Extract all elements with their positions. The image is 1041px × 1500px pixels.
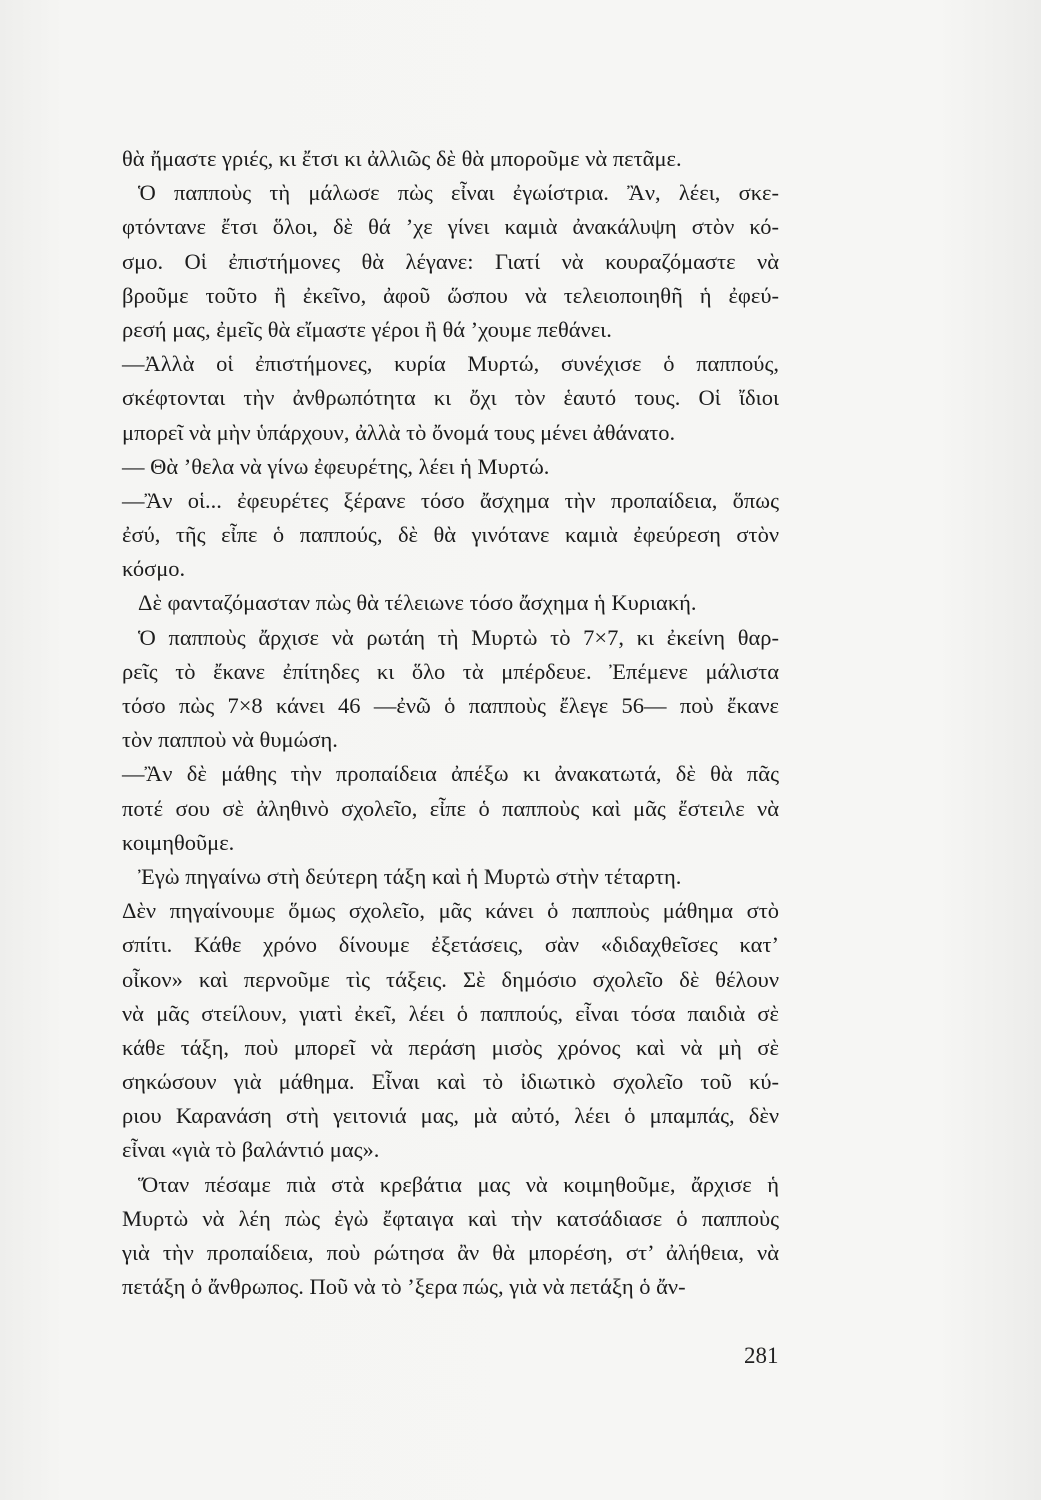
text-line: Μυρτὼ νὰ λέη πὼς ἐγὼ ἔφταιγα καὶ τὴν κατσάδιασε ὁ παπποὺς (122, 1205, 779, 1231)
page-number: 281 (744, 1343, 779, 1368)
text-line: γιὰ τὴν προπαίδεια, ποὺ ρώτησα ἂν θὰ μπορέση, στ’ ἀλήθεια, νὰ (122, 1240, 779, 1265)
text-line: οἶκον» καὶ περνοῦμε τὶς τάξεις. Σὲ δημόσιο σχολεῖο δὲ θέλουν (122, 966, 779, 992)
text-line: Δὲ φανταζόμασταν πὼς θὰ τέλειωνε τόσο ἄσχημα ἡ Κυριακή. (138, 590, 697, 616)
text-line: ρεσή μας, ἐμεῖς θὰ εἴμαστε γέροι ἢ θά ’χουμε πεθάνει. (122, 316, 612, 342)
text-line: φτόντανε ἔτσι ὅλοι, δὲ θά ’χε γίνει καμιὰ ἀνακάλυψη στὸν κό- (122, 214, 779, 240)
text-line: —Ἂν οἱ... ἐφευρέτες ξέρανε τόσο ἄσχημα τὴν προπαίδεια, ὅπως (122, 487, 779, 513)
text-line: ριου Καρανάση στὴ γειτονιά μας, μὰ αὐτό, λέει ὁ μπαμπάς, δὲν (122, 1103, 779, 1129)
text-line: θὰ ἤμαστε γριές, κι ἔτσι κι ἀλλιῶς δὲ θὰ μποροῦμε νὰ πετᾶμε. (122, 146, 682, 171)
text-line: κάθε τάξη, ποὺ μπορεῖ νὰ περάση μισὸς χρόνος καὶ νὰ μὴ σὲ (122, 1034, 779, 1060)
text-line: σπίτι. Κάθε χρόνο δίνουμε ἐξετάσεις, σὰν «διδαχθεῖσες κατ’ (122, 932, 779, 958)
text-line: ἐσύ, τῆς εἶπε ὁ παππούς, δὲ θὰ γινότανε καμιὰ ἐφεύρεση στὸν (122, 522, 779, 548)
text-line: Ὁ παπποὺς ἄρχισε νὰ ρωτάη τὴ Μυρτὼ τὸ 7×7, κι ἐκείνη θαρ- (138, 624, 779, 650)
text-line: μπορεῖ νὰ μὴν ὑπάρχουν, ἀλλὰ τὸ ὄνομά τους μένει ἀθάνατο. (122, 419, 676, 445)
text-line: — Θὰ ’θελα νὰ γίνω ἐφευρέτης, λέει ἡ Μυρτώ. (122, 453, 550, 479)
text-line: τόσο πὼς 7×8 κάνει 46 —ἐνῶ ὁ παπποὺς ἔλεγε 56— ποὺ ἔκανε (122, 693, 779, 718)
text-line: ρεῖς τὸ ἔκανε ἐπίτηδες κι ὅλο τὰ μπέρδευε. Ἐπέμενε μάλιστα (122, 658, 779, 684)
text-line: Ὁ παπποὺς τὴ μάλωσε πὼς εἶναι ἐγωίστρια. Ἂν, λέει, σκε- (138, 180, 779, 206)
text-line: Ὅταν πέσαμε πιὰ στὰ κρεβάτια μας νὰ κοιμηθοῦμε, ἄρχισε ἡ (138, 1171, 779, 1197)
text-line: —Ἀλλὰ οἱ ἐπιστήμονες, κυρία Μυρτώ, συνέχισε ὁ παππούς, (122, 351, 779, 377)
text-line: νὰ μᾶς στείλουν, γιατὶ ἐκεῖ, λέει ὁ παππούς, εἶναι τόσα παιδιὰ σὲ (122, 1000, 779, 1026)
text-line: κοιμηθοῦμε. (122, 829, 235, 855)
body-text (122, 142, 779, 1304)
text-line: εἶναι «γιὰ τὸ βαλάντιό μας». (122, 1137, 380, 1163)
text-line: σηκώσουν γιὰ μάθημα. Εἶναι καὶ τὸ ἰδιωτικὸ σχολεῖο τοῦ κύ- (122, 1069, 779, 1095)
text-line: πετάξη ὁ ἄνθρωπος. Ποῦ νὰ τὸ ’ξερα πώς, γιὰ νὰ πετάξη ὁ ἄν- (122, 1274, 686, 1300)
text-line: ποτέ σου σὲ ἀληθινὸ σχολεῖο, εἶπε ὁ παπποὺς καὶ μᾶς ἔστειλε νὰ (122, 795, 779, 821)
text-line: τὸν παπποὺ νὰ θυμώση. (122, 727, 338, 753)
text-line: σμο. Οἱ ἐπιστήμονες θὰ λέγανε: Γιατί νὰ κουραζόμαστε νὰ (122, 248, 779, 274)
text-line: κόσμο. (122, 556, 186, 582)
text-line: βροῦμε τοῦτο ἢ ἐκεῖνο, ἀφοῦ ὥσπου νὰ τελειοποιηθῆ ἡ ἐφεύ- (122, 282, 779, 308)
text-line: Δὲν πηγαίνουμε ὅμως σχολεῖο, μᾶς κάνει ὁ παπποὺς μάθημα στὸ (122, 898, 779, 924)
text-line: σκέφτονται τὴν ἀνθρωπότητα κι ὄχι τὸν ἑαυτό τους. Οἱ ἴδιοι (122, 385, 779, 411)
text-line: Ἐγὼ πηγαίνω στὴ δεύτερη τάξη καὶ ἡ Μυρτὼ στὴν τέταρτη. (138, 863, 682, 889)
text-line: —Ἂν δὲ μάθης τὴν προπαίδεια ἀπέξω κι ἀνακατωτά, δὲ θὰ πᾶς (122, 761, 779, 787)
